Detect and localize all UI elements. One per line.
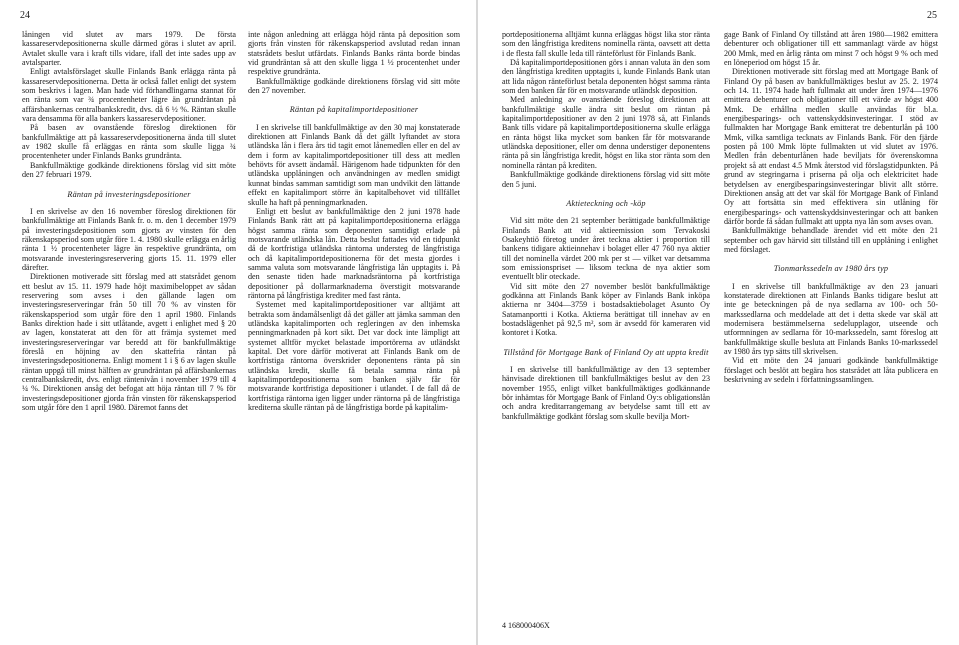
right-page: [478, 0, 959, 645]
paragraph: På basen av ovanstående föreslog direktionen för bankfullmäktige att på kassareservdepositionerna ända till slutet av 1982 skulle få erläggas en ränta som skulle ligga ¾ procentenheter under Finlands Banks grundränta.: [22, 123, 236, 161]
paragraph: Systemet med kapitalimportdepositioner var alltjämt att betrakta som ändamålsenligt då det gäller att jämka samman den utländska kapitalimporten och regleringen av den inhemska penningmarknaden på kort sikt. Det var dock inte lämpligt att systemet alltför mycket belastade importörerna av utländskt kapital. Det vore därför motiverat att Finlands Bank om de kortfristiga räntorna överskrider deponentens ränta på sin utländska kredit, skulle få betala samma ränta på kapitalimportdepositionerna som banken själv får för motsvarande kortfristiga depositioner i utlandet. I de fall då de kortfristiga räntorna igen ligger under räntorna på de långfristiga krediterna skulle räntan på de långfristiga borde på kapitalim-: [248, 300, 460, 413]
left-column-2: [248, 30, 460, 412]
paragraph: Vid ett möte den 24 januari godkände bankfullmäktige förslaget och beslöt att begära hos statsrådet att låta publicera en beskrivning av sedeln i författningssamlingen.: [724, 356, 938, 385]
paragraph: Bankfullmäktige godkände direktionens förslag vid sitt möte den 27 februari 1979.: [22, 160, 236, 180]
paragraph: låningen vid slutet av mars 1979. De första kassareservdepositionerna skulle därmed göras i slutet av april. Avtalet skulle vara i kraft tills vidare, ifall det inte sades upp av avtalsparter.: [22, 30, 236, 68]
section-heading: Aktieteckning och -köp: [566, 198, 646, 208]
paragraph: Vid sitt möte den 27 november beslöt bankfullmäktige godkänna att Finlands Bank köper av Finlands Bank inköpa aktierna nr 3404—3759 i bostadsaktiebolaget Asunto Oy Satamanportti i Kotka. Aktierna berättigat till innehav av en bostadslägenhet på 92,5 m², som är avsedd för kameraren vid kontoret i Kotka.: [502, 281, 710, 338]
paragraph: Direktionen motiverade sitt förslag med att Mortgage Bank of Finland Oy på basen av bankfullmäktiges beslut av 25. 2. 1974 och 14. 11. 1974 hade haft fullmakt att under åren 1974—1976 emittera debenturer och obligationer till ett värde av högst 400 Mmk. De erhållna medlen skulle användas för bl.a. energibesparings- och vattenskyddsinvesteringar. I stöd av fullmakten har Mortgage Bank emitterat tre debenturlån på 100 Mmk, vilka samtliga tecknats av Finlands Bank. För den fjärde posten på 100 Mmk löpte fullmakten ut vid slutet av 1976. Medlen från debenturlånen hade beviljats för överenskomna projekt så att endast 4.5 Mmk återstod vid förslagstidpunkten. På grund av stegringarna i priserna på olja och elektricitet hade betydelsen av energibesparingsinvesteringar blivit allt större. Direktionen ansåg att det var skäl för Mortgage Bank of Finland Oy att fortsätta sin med effektivera sin utlåning för energibesparings- och vattenskyddsinvesteringar och att banken därför borde få sådan fullmakt att uppta nya lån som avses ovan.: [724, 67, 938, 226]
paragraph: inte någon anledning att erlägga höjd ränta på deposition som gjorts från vinsten för räkenskapsperiod avslutad redan innan statsrådets beslut utfärdats. Finlands Banks ränta borde bindas vid grundräntan så att den skulle ligga 1 ½ procentenhet under respektive grundränta.: [248, 30, 460, 77]
paragraph: I en skrivelse till bankfullmäktige av den 13 september hänvisade direktionen till bankfullmäktiges beslut av den 23 november 1955, enligt vilket bankfullmäktiges godkännande bör inhämtas för Mortgage Bank of Finland Oy:s obligationslån och andra kreditarrangemang av betydelse samt till ett av bankfullmäktige godkänt förslag som skulle bevilja Mort-: [502, 365, 710, 421]
paragraph: Vid sitt möte den 21 september berättigade bankfullmäktige Finlands Bank att vid aktieemission som Tervakoski Osakeyhtiö företog under året teckna aktier i proportion till bankens tidigare aktieinnehav i bolaget eller 47 760 nya aktier till det nominella värdet 200 mk per st — vilket var detsamma som emissionspriset — liksom teckna de nya aktier som eventuellt blir oteckade.: [502, 216, 710, 282]
left-column-1: [22, 30, 236, 412]
paragraph: gage Bank of Finland Oy tillstånd att åren 1980—1982 emittera debenturer och obligationer till ett sammanlagt värde av högst 200 Mmk, med en årlig ränta om minst 7 och högst 9 % och med en löneperiod om högst 15 år.: [724, 30, 938, 68]
page-number-right: 25: [927, 10, 937, 21]
section-heading: Tionmarkssedeln av 1980 års typ: [773, 264, 889, 274]
page-number-left: 24: [20, 10, 30, 21]
print-code-footer: 4 168000406X: [502, 621, 550, 630]
paragraph: I en skrivelse till bankfullmäktige av den 23 januari konstaterade direktionen att Finlands Banks tidigare beslut att inte ge beteckningen på de nya sedlarna av 100- och 50-markssedlarna och meddelade att det i detta skede var skäl att modernisera bestämmelserna sedelupplagor, utseende och utformningen av sedlarna för 10-markssedeln, samt föreslog att bankfullmäktige skulle besluta att Finlands Banks 10-markssedel av 1980 års typ sätts till skrivelsen.: [724, 281, 938, 356]
section-heading: Räntan på investeringsdepositioner: [67, 189, 191, 199]
section-heading: Tillstånd för Mortgage Bank of Finland Oy att uppta kredit: [503, 347, 709, 357]
paragraph: Direktionen motiverade sitt förslag med att statsrådet genom ett beslut av 15. 11. 1979 hade höjt maximibeloppet av sådan reservering som avses i den gällande lagen om investeringsreserveringar från 50 till 70 % av vinsten för räkenskapsperiod som utgår före den 1 april 1980. Finlands Banks direktion hade i sitt utlåtande, avgett i enlighet med § 20 av lagen, konstaterat att den för att främja systemet med investeringsreserveringar var beredd att för bankfullmäktige föreslå en höjning av den skattefria räntan på investeringsdepositionerna. Enligt moment 1 i § 6 av lagen skulle räntan uppgå till minst hälften av grundräntan på affärsbankernas centralbankskredit, dvs. enligt räntenivån i november 1979 till 4 ¼ %. Direktionen ansåg det befogat att höja räntan till 7 % för investeringsdepositioner gjorda från vinsten för räkenskapsperiod som utgår före den 1 april 1980. Däremot fanns det: [22, 272, 236, 413]
left-page: [0, 0, 476, 645]
paragraph: I en skrivelse till bankfullmäktige av den 30 maj konstaterade direktionen att Finlands Bank då det gällt lyftandet av stora utländska lån i flera års tid tagit emot lånemedlen eller en del av dem i form av kapitalimportdepositioner till dess att medlen behövts för avsett ändamål. Härigenom hade tidpunkten för den utländska upplåningen och användningen av medlen smidigt kunnat bindas samman samtidigt som man undvikit den lättande effekt en kapitalimport större än kapitalbehovet vid tillfället skulle ha haft på penningmarknaden.: [248, 122, 460, 207]
right-column-2: [724, 30, 938, 384]
paragraph: portdepositionerna alltjämt kunna erläggas högst lika stor ränta som den långfristiga kreditens nominella ränta, oavsett att detta i de flesta fall skulle leda till ränteförlust för Finlands Bank.: [502, 30, 710, 58]
section-heading: Räntan på kapitalimportdepositioner: [289, 105, 419, 115]
paragraph: Enligt ett beslut av bankfullmäktige den 2 juni 1978 hade Finlands Bank rätt att på kapitalimportdepositionerna erlägga högst samma ränta som deponenten samtidigt erlade på motsvarande utländska lån. Detta beslut fattades vid en tidpunkt då de kortfristiga utländska räntorna understeg de långfristiga och då kapitalimportdepositionerna för det mesta gjordes i samma valuta som motsvarande långfristiga lån upptagits i. På den senaste tiden hade marknadsräntorna på kortfristiga depositioner på dollarmarknaderna överstigit motsvarande räntorna på långfristiga krediter med fast ränta.: [248, 206, 460, 300]
right-column-1: [502, 30, 710, 421]
paragraph: Då kapitalimportdepositionen görs i annan valuta än den som den långfristiga krediten upptagits i, kunde Finlands Bank utan att lida någon ränteförlust betala deponenten högst samma ränta som den banken får för en motsvarande utländsk deposition.: [502, 58, 710, 96]
paragraph: Bankfullmäktige godkände direktionens förslag vid sitt möte den 5 juni.: [502, 170, 710, 189]
paragraph: Bankfullmäktige behandlade ärendet vid ett möte den 21 september och gav härvid sitt tillstånd till en upplåning i enlighet med förslaget.: [724, 226, 938, 254]
paragraph: Med anledning av ovanstående föreslog direktionen att bankfullmäktige skulle ändra sitt beslut om räntan på kapitalimportdepositioner av den 2 juni 1978 så, att Finlands Bank tills vidare på kapitalimportdepositionerna skulle erlägga en ränta högst lika mycket som banken får för motsvarande utländska depositioner, eller om denna understiger deponentens ränta på sin långfristiga kredit, högst en lika stor ränta som den nominella räntan på krediten.: [502, 95, 710, 170]
paragraph: Bankfullmäktige godkände direktionens förslag vid sitt möte den 27 november.: [248, 76, 460, 96]
paragraph: I en skrivelse av den 16 november föreslog direktionen för bankfullmäktige att Finlands Bank fr. o. m. den 1 december 1979 på investeringsdepositionen som gjorts av vinsten för den räkenskapsperiod som utgår före 1. 4. 1980 skulle erlägga en årlig ränta 1 ½ procentenheter lägre än respektive grundränta, om motsvarande investeringsreservering gjorts 15. 11. 1979 eller därefter.: [22, 206, 236, 272]
paragraph: Enligt avtalsförslaget skulle Finlands Bank erlägga ränta på kassareservdepositionerna. Detta är också fallet enligt det system som beskrivs i lagen. Man hade vid förhandlingarna stannat för en ränta som var ¾ procentenheter lägre än grundräntan på affärsbankernas centralbankskredit, dvs. då 6 ½ %. Räntan skulle vara densamma för alla bankers kassareservdepositioner.: [22, 67, 236, 124]
